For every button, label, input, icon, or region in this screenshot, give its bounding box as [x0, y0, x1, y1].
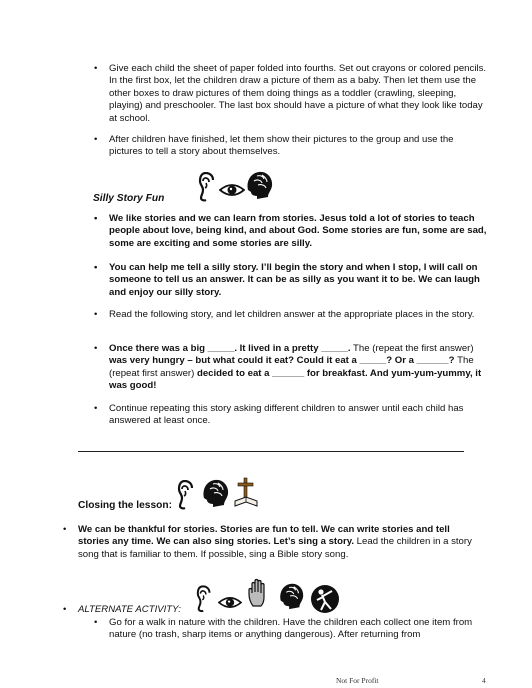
eye-icon [218, 595, 242, 610]
ear-icon [196, 585, 214, 613]
head-brain-icon [244, 170, 274, 200]
ear-icon [177, 480, 197, 510]
list-item: • Go for a walk in nature with the children. Have the children each collect one item from nature (no trash, sharp items or anything dangerous). After returning from [94, 617, 473, 641]
story-part: decided to eat a ______ for breakfast. And yum-yum-yummy, it was good! [109, 367, 482, 392]
story-part: The (repeat the first answer) [350, 343, 474, 354]
story-part: was very hungry – but what could it eat? Could it eat a _____? Or a ______? [109, 355, 458, 367]
ear-icon [198, 172, 218, 202]
hand-icon [247, 578, 269, 608]
section-heading-silly-story: Silly Story Fun [93, 193, 165, 204]
list-item: • Continue repeating this story asking different children to answer until each child has answered at least once. [94, 403, 464, 427]
head-brain-icon [200, 478, 230, 508]
bullet-text: Give each child the sheet of paper folded into fourths. Set out crayons or colored pencils. In the first box, let the children draw a picture of them as a baby. Then let them use the other boxes to draw pictures of them doing things as a toddler (crawling, sleeping, playing) and preschooler. The last box should have a picture of what they look like today at school. [109, 63, 487, 124]
bullet-text: Continue repeating this story asking different children to answer until each child has answered at least once. [109, 403, 464, 427]
closing-bold-text: We can be thankful for stories. Stories are fun to tell. We can write stories and tell stories any time. We can also sing stories. Let’s sing a story. [78, 524, 450, 548]
page-number: 4 [482, 676, 486, 685]
bullet-text: Go for a walk in nature with the children. Have the children each collect one item from nature (no trash, sharp items or anything dangerous). After returning from [109, 617, 473, 641]
footer-note: Not For Profit [336, 676, 379, 685]
head-brain-icon [277, 582, 305, 610]
list-item-alternate: • ALTERNATE ACTIVITY: [63, 604, 181, 615]
list-item: • After children have finished, let them show their pictures to the group and use the pictures to tell a story about themselves. [94, 134, 454, 158]
bullet-text: After children have finished, let them show their pictures to the group and use the pictures to tell a story about themselves. [109, 134, 454, 158]
list-item: • You can help me tell a silly story. I’ll begin the story and when I stop, I will call on someone to tell us an answer. It can be as silly as you want it to be. We can laugh and enjoy our silly story. [94, 262, 480, 298]
list-item: • We like stories and we can learn from stories. Jesus told a lot of stories to teach people about love, being kind, and about God. Some stories are fun, some are sad, some are exciting and some stories are silly. [94, 213, 487, 249]
section-heading-closing: Closing the lesson: [78, 500, 172, 511]
list-item: • Give each child the sheet of paper folded into fourths. Set out crayons or colored pencils. In the first box, let the children draw a picture of them as a baby. Then let them use the other boxes to draw pictures of them doing things as a toddler (crawling, sleeping, playing) and preschooler. The last box should have a picture of what they look like today at school. [94, 63, 487, 124]
list-item: • Read the following story, and let children answer at the appropriate places in the story. [94, 309, 475, 320]
story-part: Once there was a big _____. It lived in a pretty _____. [109, 343, 351, 354]
divider [78, 451, 464, 452]
bullet-text: You can help me tell a silly story. I’ll begin the story and when I stop, I will call on someone to tell us an answer. It can be as silly as you want it to be. We can laugh and enjoy our silly story. [109, 262, 480, 298]
stretching-person-icon [310, 584, 340, 614]
story-part: The (repeat first answer) [109, 355, 474, 379]
alternate-heading: ALTERNATE ACTIVITY: [78, 604, 181, 615]
cross-bible-icon [233, 477, 259, 509]
closing-plain-text: Lead the children in a story song that is familiar to them. If possible, sing a Bible story song. [78, 536, 472, 560]
list-item: • We can be thankful for stories. Stories are fun to tell. We can write stories and tell stories any time. We can also sing stories. Let’s sing a story. Lead the children in a story song that is familiar to them. If possible, sing a Bible story song. [63, 524, 472, 560]
list-item-story: • Once there was a big _____. It lived in a pretty _____. The (repeat the first answer) was very hungry – but what could it eat? Could it eat a _____? Or a ______? The (repeat first answer) decided to eat a ______ for breakfast. And yum-yum-yummy, it was good! [94, 343, 482, 392]
eye-icon [219, 182, 245, 198]
bullet-text: Read the following story, and let children answer at the appropriate places in the story. [109, 309, 475, 320]
bullet-text: We like stories and we can learn from stories. Jesus told a lot of stories to teach people about love, being kind, and about God. Some stories are fun, some are sad, some are exciting and some stories are silly. [109, 213, 487, 249]
